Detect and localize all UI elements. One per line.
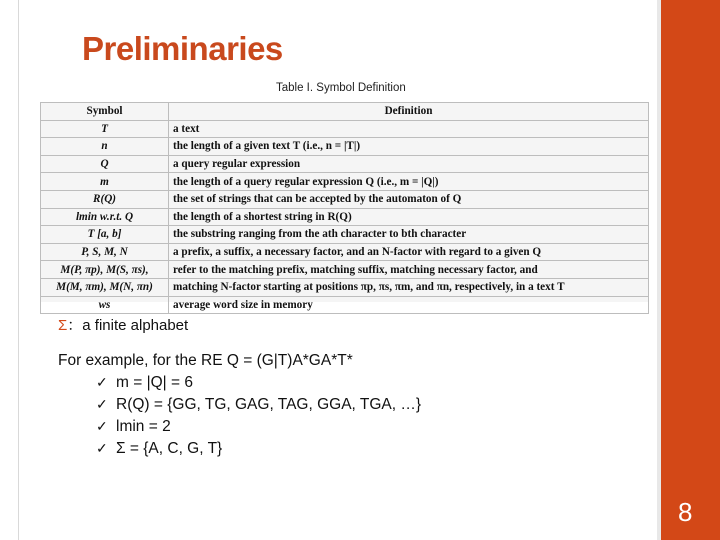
check-icon: ✓	[96, 396, 108, 412]
definition-cell: a query regular expression	[169, 155, 649, 173]
symbol-cell: T [a, b]	[41, 226, 169, 244]
table-row	[41, 155, 649, 173]
table-header-row	[41, 103, 649, 121]
symbol-cell: ws	[41, 296, 169, 314]
example-intro: For example, for the RE Q = (G|T)A*GA*T*	[58, 352, 353, 369]
definition-cell: the length of a query regular expression Q (i.e., m = |Q|)	[169, 173, 649, 191]
symbol-cell: P, S, M, N	[41, 243, 169, 261]
example-item-text: R(Q) = {GG, TG, GAG, TAG, GGA, TGA, …}	[116, 396, 422, 413]
table-row	[41, 261, 649, 279]
example-item-text: lmin = 2	[116, 418, 171, 435]
definition-cell: a prefix, a suffix, a necessary factor, and an N-factor with regard to a given Q	[169, 243, 649, 261]
table-row	[41, 138, 649, 156]
symbol-cell: M(P, πp), M(S, πs),	[41, 261, 169, 279]
example-section	[58, 352, 422, 462]
definition-cell: average word size in memory	[169, 296, 649, 314]
symbol-cell: T	[41, 120, 169, 138]
symbol-cell: M(M, πm), M(N, πn)	[41, 278, 169, 296]
alphabet-definition	[58, 314, 188, 335]
definition-cell: a text	[169, 120, 649, 138]
table-row	[41, 173, 649, 191]
accent-band	[661, 0, 720, 540]
check-icon: ✓	[96, 374, 108, 390]
example-item	[96, 440, 421, 462]
definition-cell: the set of strings that can be accepted by the automaton of Q	[169, 190, 649, 208]
table-row	[41, 120, 649, 138]
example-item	[96, 396, 421, 418]
sigma-symbol: Σ	[58, 317, 68, 334]
definition-cell: the substring ranging from the ath character to bth character	[169, 226, 649, 244]
page-number: 8	[678, 497, 693, 527]
symbol-cell: m	[41, 173, 169, 191]
table-caption: Table I. Symbol Definition	[276, 82, 406, 94]
symbol-table	[40, 102, 649, 314]
check-icon: ✓	[96, 418, 108, 434]
example-item-text: m = |Q| = 6	[116, 374, 193, 391]
sigma-text: ：a finite alphabet	[67, 317, 189, 334]
symbol-cell: R(Q)	[41, 190, 169, 208]
symbol-table-container	[40, 102, 649, 311]
table-row	[41, 208, 649, 226]
definition-cell: the length of a given text T (i.e., n = |T|)	[169, 138, 649, 156]
definition-cell: the length of a shortest string in R(Q)	[169, 208, 649, 226]
table-row	[41, 226, 649, 244]
definition-cell: refer to the matching prefix, matching suffix, matching necessary factor, and	[169, 261, 649, 279]
table-row	[41, 278, 649, 296]
example-item-text: Σ = {A, C, G, T}	[116, 440, 223, 457]
table-row	[41, 296, 649, 314]
slide-title: Preliminaries	[82, 30, 283, 67]
symbol-cell: lmin w.r.t. Q	[41, 208, 169, 226]
example-item	[96, 418, 421, 440]
column-header-symbol: Symbol	[41, 103, 169, 121]
example-item	[96, 374, 421, 396]
table-row	[41, 243, 649, 261]
symbol-cell: n	[41, 138, 169, 156]
definition-cell: matching N-factor starting at positions πp, πs, πm, and πn, respectively, in a text T	[169, 278, 649, 296]
symbol-cell: Q	[41, 155, 169, 173]
left-border-line	[18, 0, 19, 540]
check-icon: ✓	[96, 440, 108, 456]
column-header-definition: Definition	[169, 103, 649, 121]
table-row	[41, 190, 649, 208]
